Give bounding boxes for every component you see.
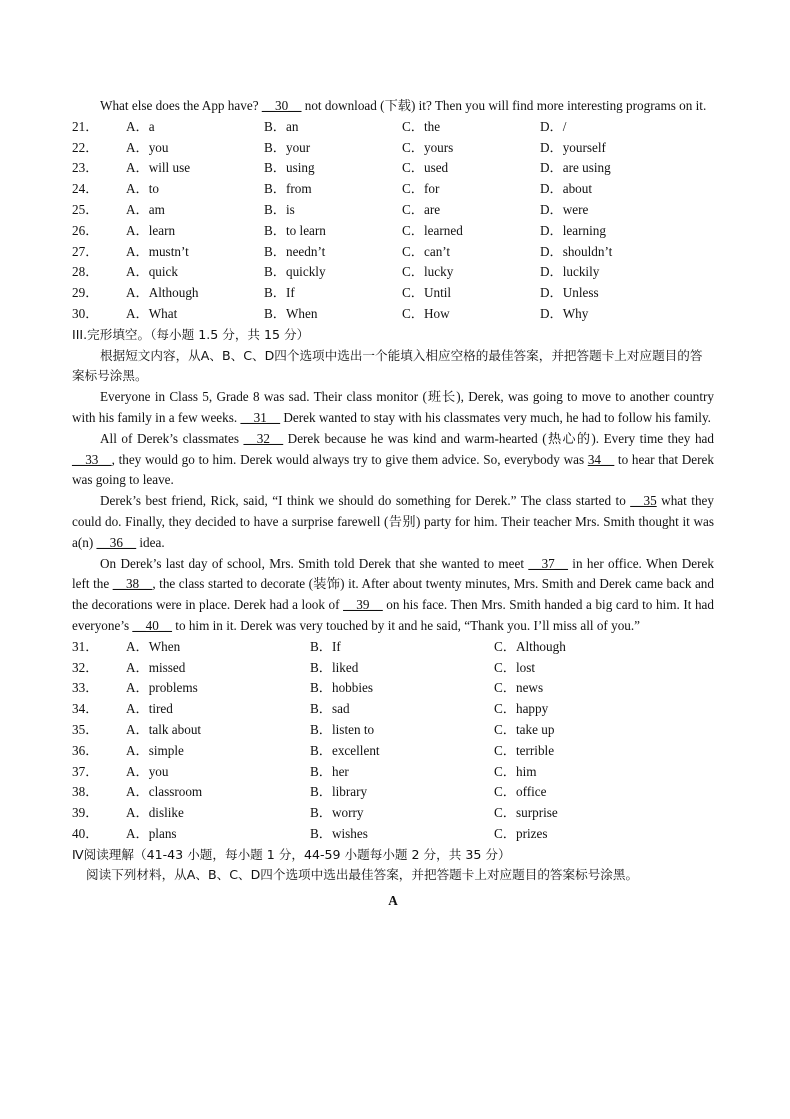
option-a[interactable]: A．classroom (126, 784, 203, 800)
question-row (72, 242, 714, 263)
section-4-instruction: 阅读下列材料，从A、B、C、D四个选项中选出最佳答案，并把答题卡上对应题目的答案标号涂黑。 (86, 867, 639, 883)
text-span: What else does the App have? (100, 98, 262, 113)
option-a[interactable]: A．plans (126, 825, 177, 841)
section-3-title: III.完形填空。（每小题 1.5 分，共 15 分） (72, 326, 310, 342)
question-row (72, 824, 714, 845)
option-c[interactable]: C．prizes (494, 825, 548, 841)
option-d[interactable]: D．learning (540, 222, 606, 238)
text-span: in her office. When Derek left the (72, 555, 714, 592)
blank-30: __30__ (261, 98, 302, 113)
option-c[interactable]: C．happy (494, 701, 549, 717)
option-c[interactable]: C．learned (402, 222, 463, 238)
option-b[interactable]: B．If (310, 638, 341, 654)
option-b[interactable]: B．an (264, 118, 299, 134)
option-a[interactable]: A．tired (126, 701, 173, 717)
section-3-instruction: 根据短文内容，从A、B、C、D四个选项中选出一个能填入相应空格的最佳答案，并把答题卡上对应题目的答案标号涂黑。 (72, 347, 703, 384)
option-b[interactable]: B．worry (310, 805, 364, 821)
section-4-title: Ⅳ阅读理解（41-43 小题，每小题 1 分，44-59 小题每小题 2 分，共 35 分） (72, 846, 511, 862)
option-a[interactable]: A．will use (126, 160, 191, 176)
option-b[interactable]: B．liked (310, 659, 359, 675)
option-b[interactable]: B．using (264, 160, 315, 176)
intro-paragraph (72, 96, 714, 117)
question-row (72, 637, 714, 658)
option-a[interactable]: A．learn (126, 222, 176, 238)
option-d[interactable]: D．/ (540, 118, 567, 134)
option-a[interactable]: A．missed (126, 659, 186, 675)
blank-36: __36__ (96, 534, 137, 550)
option-c[interactable]: C．used (402, 160, 449, 176)
question-row (72, 138, 714, 159)
text-span: on his face. Then Mrs. Smith handed a big card to him. It had everyone’s (72, 597, 714, 633)
blank-35: __35 (630, 493, 657, 509)
option-a[interactable]: A．am (126, 201, 165, 217)
question-row (72, 117, 714, 138)
option-a[interactable]: A．simple (126, 742, 184, 758)
question-number: 29． (72, 285, 99, 301)
question-number: 39． (72, 805, 99, 821)
option-b[interactable]: B．library (310, 784, 368, 800)
question-row (72, 803, 714, 824)
blank-40: __40__ (132, 617, 172, 633)
option-c[interactable]: C．are (402, 201, 441, 217)
option-c[interactable]: C．for (402, 181, 440, 197)
option-a[interactable]: A．quick (126, 264, 179, 280)
option-d[interactable]: D．about (540, 181, 593, 197)
option-b[interactable]: B．excellent (310, 742, 380, 758)
option-c[interactable]: C．surprise (494, 805, 558, 821)
question-row (72, 262, 714, 283)
text-span: idea. (136, 534, 165, 550)
question-row (72, 762, 714, 783)
question-number: 38． (72, 784, 99, 800)
question-row (72, 304, 714, 325)
text-span: to him in it. Derek was very touched by it and he said, “Thank you. I’ll miss all of you.” (171, 617, 641, 633)
question-number: 27． (72, 243, 99, 259)
option-c[interactable]: C．take up (494, 721, 555, 737)
option-b[interactable]: B．When (264, 305, 318, 321)
option-c[interactable]: C．the (402, 118, 441, 134)
option-a[interactable]: A．to (126, 181, 159, 197)
option-a[interactable]: A．you (126, 139, 169, 155)
option-c[interactable]: C．lost (494, 659, 536, 675)
option-b[interactable]: B．your (264, 139, 311, 155)
option-b[interactable]: B．listen to (310, 721, 375, 737)
text-span: to hear that Derek was going to leave. (72, 451, 714, 488)
option-a[interactable]: A．talk about (126, 721, 202, 737)
text-span: On Derek’s last day of school, Mrs. Smith told Derek that she wanted to meet (100, 555, 529, 571)
option-a[interactable]: A．a (126, 118, 155, 134)
option-d[interactable]: D．yourself (540, 139, 606, 155)
option-a[interactable]: A．you (126, 763, 169, 779)
question-number: 32． (72, 659, 99, 675)
passage-paragraph-3 (72, 491, 714, 553)
question-number: 23． (72, 160, 99, 176)
option-b[interactable]: B．is (264, 201, 295, 217)
text-span: not download (下载) it? Then you will find more interesting programs on it. (301, 98, 707, 113)
question-row (72, 741, 714, 762)
option-d[interactable]: D．Unless (540, 285, 599, 301)
option-a[interactable]: A．What (126, 305, 178, 321)
blank-31: __31__ (240, 409, 281, 425)
option-b[interactable]: B．her (310, 763, 349, 779)
question-number: 22． (72, 139, 99, 155)
option-b[interactable]: B．If (264, 285, 295, 301)
question-number: 33． (72, 680, 99, 696)
option-b[interactable]: B．wishes (310, 825, 368, 841)
option-c[interactable]: C．office (494, 784, 547, 800)
option-c[interactable]: C．terrible (494, 742, 555, 758)
option-b[interactable]: B．to learn (264, 222, 326, 238)
question-number: 35． (72, 721, 99, 737)
question-number: 28． (72, 264, 99, 280)
option-c[interactable]: C．news (494, 680, 544, 696)
text-span: , they would go to him. Derek would always try to give them advice. So, everybody was (111, 451, 588, 467)
blank-39: __39__ (343, 597, 383, 613)
text-span: Derek wanted to stay with his classmates very much, he had to follow his family. (280, 409, 711, 425)
blank-32: __32__ (243, 430, 284, 446)
passage-a-heading: A (388, 893, 398, 909)
question-number: 26． (72, 222, 99, 238)
text-span: Derek because he was kind and warm-hearted (热心的). Every time they had (283, 430, 714, 446)
option-a[interactable]: A．mustn’t (126, 243, 189, 259)
option-b[interactable]: B．hobbies (310, 680, 374, 696)
question-row (72, 200, 714, 221)
question-number: 40． (72, 825, 99, 841)
option-c[interactable]: C．him (494, 763, 537, 779)
blank-33: __33__ (72, 451, 112, 467)
question-row (72, 699, 714, 720)
blank-34: 34__ (587, 451, 615, 467)
option-c[interactable]: C．How (402, 305, 450, 321)
question-row (72, 720, 714, 741)
question-number: 36． (72, 742, 99, 758)
option-c[interactable]: C．Until (402, 285, 452, 301)
option-a[interactable]: A．Although (126, 285, 199, 301)
question-number: 31． (72, 638, 99, 654)
exam-page (72, 96, 714, 912)
choice-block-31-40 (72, 637, 714, 845)
text-span: Everyone in Class 5, Grade 8 was sad. Their class monitor (班长), Derek, was going to move to another country with his family in a few weeks. (72, 389, 714, 425)
option-a[interactable]: A．problems (126, 680, 198, 696)
question-row (72, 678, 714, 699)
option-d[interactable]: D．were (540, 201, 589, 217)
choice-block-21-30 (72, 117, 714, 325)
blank-37: __37__ (528, 555, 568, 571)
text-span: what they could do. Finally, they decided to have a surprise farewell (告别) party for him. Their teacher Mrs. Smith thought it was a(n) (72, 493, 715, 550)
passage-paragraph-4 (72, 554, 714, 637)
passage-paragraph-1 (72, 387, 714, 429)
option-a[interactable]: A．When (126, 638, 181, 654)
option-c[interactable]: C．yours (402, 139, 454, 155)
question-row (72, 179, 714, 200)
option-b[interactable]: B．from (264, 181, 312, 197)
text-span: , the class started to decorate (装饰) it. After about twenty minutes, Mrs. Smith and Derek came back and the decorations were in place. Derek had a look of (72, 576, 714, 613)
question-row (72, 221, 714, 242)
question-number: 24． (72, 181, 99, 197)
passage-paragraph-2 (72, 429, 714, 491)
option-a[interactable]: A．dislike (126, 805, 184, 821)
option-c[interactable]: C．lucky (402, 264, 454, 280)
option-c[interactable]: C．can’t (402, 243, 451, 259)
question-row (72, 658, 714, 679)
question-number: 21． (72, 118, 99, 134)
question-number: 30． (72, 305, 99, 321)
option-b[interactable]: B．sad (310, 701, 350, 717)
option-d[interactable]: D．are using (540, 160, 611, 176)
option-b[interactable]: B．needn’t (264, 243, 326, 259)
option-d[interactable]: D．Why (540, 305, 589, 321)
question-row (72, 158, 714, 179)
option-c[interactable]: C．Although (494, 638, 566, 654)
question-row (72, 283, 714, 304)
question-row (72, 782, 714, 803)
question-number: 25． (72, 201, 99, 217)
option-d[interactable]: D．luckily (540, 264, 600, 280)
option-b[interactable]: B．quickly (264, 264, 326, 280)
text-span: All of Derek’s classmates (100, 430, 244, 446)
text-span: Derek’s best friend, Rick, said, “I think we should do something for Derek.” The class started to (100, 493, 631, 509)
question-number: 37． (72, 763, 99, 779)
option-d[interactable]: D．shouldn’t (540, 243, 613, 259)
question-number: 34． (72, 701, 99, 717)
blank-38: __38__ (112, 576, 153, 592)
